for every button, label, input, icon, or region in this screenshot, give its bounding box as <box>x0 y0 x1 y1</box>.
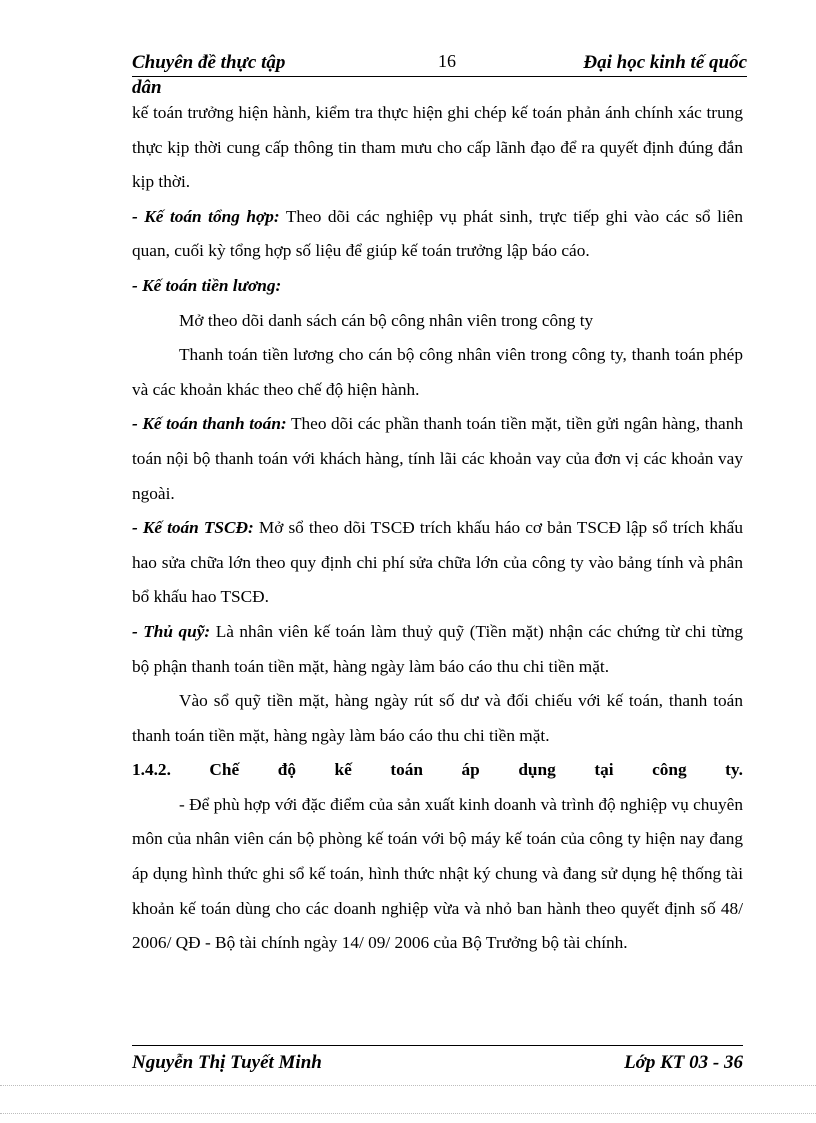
section-word: kế <box>334 760 352 780</box>
section-number: 1.4.2. <box>132 760 171 780</box>
label-payment-accountant: - Kế toán thanh toán: <box>132 414 287 434</box>
section-word: ty. <box>725 760 743 780</box>
text-payment-accountant: Theo dõi các phần thanh toán tiền mặt, tiền gửi ngân hàng, thanh toán nội bộ thanh toán với khách hàng, tính lãi các khoản vay của đơn vị các khoản vay ngoài. <box>132 414 743 503</box>
page-header <box>132 50 747 77</box>
section-heading-1-4-2 <box>132 753 743 788</box>
paragraph-payroll-1: Mở theo dõi danh sách cán bộ công nhân viên trong công ty <box>179 310 594 330</box>
label-payroll-accountant: - Kế toán tiền lương: <box>132 275 282 295</box>
paragraph-payroll-2: Thanh toán tiền lương cho cán bộ công nhân viên trong công ty, thanh toán phép và các khoản khác theo chế độ hiện hành. <box>132 345 743 399</box>
text-general-accountant: Theo dõi các nghiệp vụ phát sinh, trực tiếp ghi vào các sổ liên quan, cuối kỳ tổng hợp số liệu để giúp kế toán trưởng lập báo cáo. <box>132 206 743 261</box>
paragraph-treasurer <box>132 615 743 684</box>
header-university-wrap: dân <box>132 77 162 98</box>
section-word: công <box>652 760 687 780</box>
paragraph-chief-accountant: kế toán trưởng hiện hành, kiểm tra thực hiện ghi chép kế toán phản ánh chính xác trung thực kịp thời cung cấp thông tin tham mưu cho cấp lãnh đạo để ra quyết định đúng đắn kịp thời. <box>132 103 743 192</box>
section-word: dụng <box>518 760 556 780</box>
section-word: tại <box>594 760 614 780</box>
paragraph-cash-book: Vào sổ quỹ tiền mặt, hàng ngày rút số dư và đối chiếu với kế toán, thanh toán thanh toán tiền mặt, hàng ngày làm báo cáo thu chi tiền mặt. <box>132 691 743 745</box>
footer-author: Nguyễn Thị Tuyết Minh <box>132 1052 322 1073</box>
label-treasurer: - Thủ quỹ: <box>132 621 211 641</box>
section-word: độ <box>277 760 296 780</box>
section-word: Chế <box>209 760 240 780</box>
text-fixed-assets-accountant: Mở sổ theo dõi TSCĐ trích khấu háo cơ bản TSCĐ lập sổ trích khấu hao sửa chữa lớn theo quy định chi phí sửa chữa lớn của công ty vào bảng tính và phân bổ khấu hao TSCĐ. <box>132 518 743 607</box>
paragraph-general-accountant <box>132 200 743 269</box>
page-number: 16 <box>438 51 456 71</box>
paragraph-payroll-label <box>132 269 743 304</box>
label-general-accountant: - Kế toán tổng hợp: <box>132 206 280 226</box>
footer-class: Lớp KT 03 - 36 <box>624 1052 743 1073</box>
page-edge-divider <box>0 1085 816 1086</box>
section-word: áp <box>461 760 480 780</box>
page-footer <box>132 1045 743 1074</box>
section-word: toán <box>390 760 423 780</box>
header-university: Đại học kinh tế quốc <box>583 52 747 73</box>
paragraph-accounting-regime: - Để phù hợp với đặc điểm của sản xuất kinh doanh và trình độ nghiệp vụ chuyên môn của nhân viên cán bộ phòng kế toán với bộ máy kế toán của công ty hiện nay đang áp dụng hình thức ghi sổ kế toán, hình thức nhật ký chung và đang sử dụng hệ thống tài khoản kế toán dùng cho các doanh nghiệp vừa và nhỏ ban hành theo quyết định số 48/ 2006/ QĐ - Bộ tài chính ngày 14/ 09/ 2006 của Bộ Trưởng bộ tài chính. <box>132 794 743 953</box>
document-body <box>132 96 743 961</box>
header-title: Chuyên đề thực tập <box>132 52 286 73</box>
label-fixed-assets-accountant: - Kế toán TSCĐ: <box>132 518 254 538</box>
paragraph-payment-accountant <box>132 407 743 511</box>
paragraph-fixed-assets-accountant <box>132 511 743 615</box>
page-edge-divider <box>0 1113 816 1114</box>
text-treasurer: Là nhân viên kế toán làm thuỷ quỹ (Tiền mặt) nhận các chứng từ chi từng bộ phận thanh toán tiền mặt, hàng ngày làm báo cáo thu chi tiền mặt. <box>132 621 744 676</box>
